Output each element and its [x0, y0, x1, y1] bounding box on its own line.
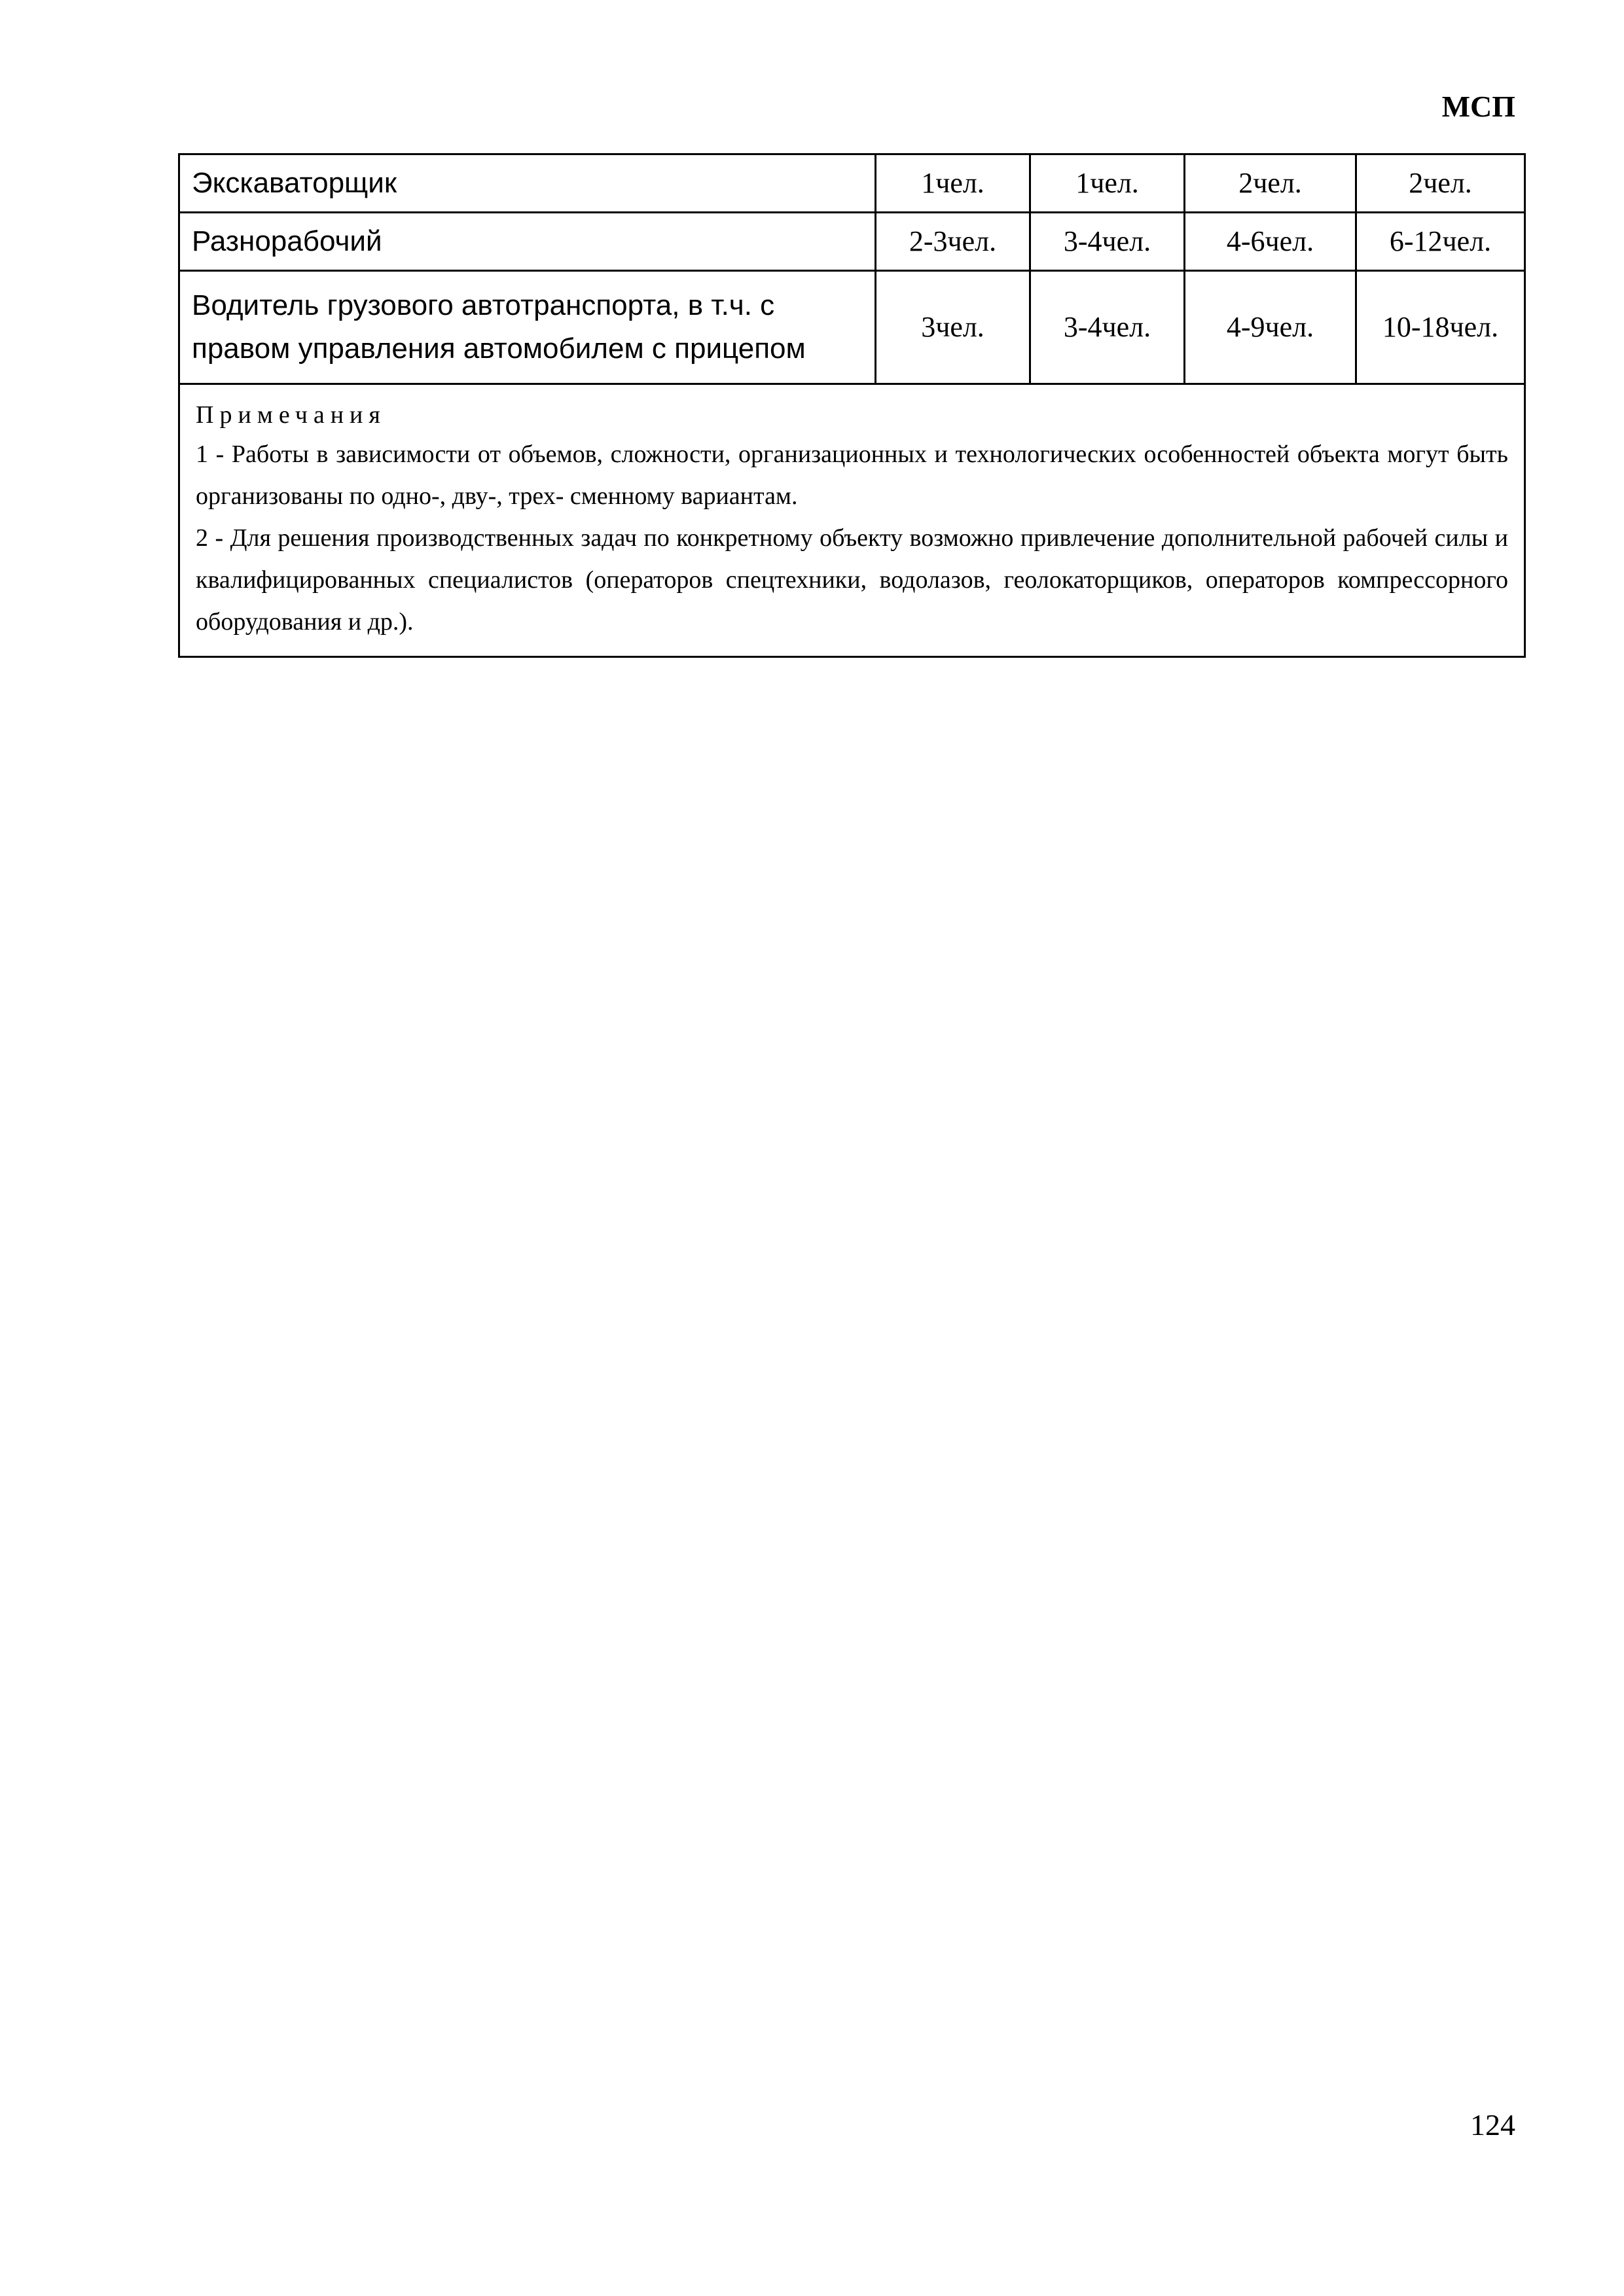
role-cell: Экскаваторщик: [179, 154, 876, 213]
value-cell: 10-18чел.: [1356, 271, 1525, 384]
notes-title: Примечания: [196, 401, 386, 429]
note-item: 2 - Для решения производственных задач по конкретному объекту возможно привлечение дополнительной рабочей силы и квалифицированных специалистов (операторов спецтехники, водолазов, геолокаторщиков, операторов компрессорного оборудования и др.).: [196, 524, 1508, 636]
value-cell: 2чел.: [1356, 154, 1525, 213]
value-cell: 1чел.: [1030, 154, 1185, 213]
value-cell: 6-12чел.: [1356, 213, 1525, 271]
document-code: МСП: [1441, 90, 1515, 123]
value-cell: 1чел.: [876, 154, 1030, 213]
notes-cell: [179, 384, 1525, 657]
page-number: 124: [1470, 2108, 1515, 2142]
value-cell: 3чел.: [876, 271, 1030, 384]
note-item: 1 - Работы в зависимости от объемов, сложности, организационных и технологических особенностей объекта могут быть организованы по одно-, дву-, трех- сменному вариантам.: [196, 440, 1508, 510]
notes-row: [179, 384, 1525, 657]
role-cell: Разнорабочий: [179, 213, 876, 271]
value-cell: 2чел.: [1185, 154, 1356, 213]
value-cell: 2-3чел.: [876, 213, 1030, 271]
value-cell: 3-4чел.: [1030, 213, 1185, 271]
value-cell: 4-6чел.: [1185, 213, 1356, 271]
staffing-table: [178, 153, 1526, 658]
table-row: [179, 154, 1525, 213]
role-line: Водитель грузового автотранспорта, в т.ч. с: [192, 289, 775, 321]
table-row: [179, 271, 1525, 384]
role-cell: [179, 271, 876, 384]
table-row: [179, 213, 1525, 271]
role-line: правом управления автомобилем с прицепом: [192, 332, 806, 365]
value-cell: 3-4чел.: [1030, 271, 1185, 384]
value-cell: 4-9чел.: [1185, 271, 1356, 384]
